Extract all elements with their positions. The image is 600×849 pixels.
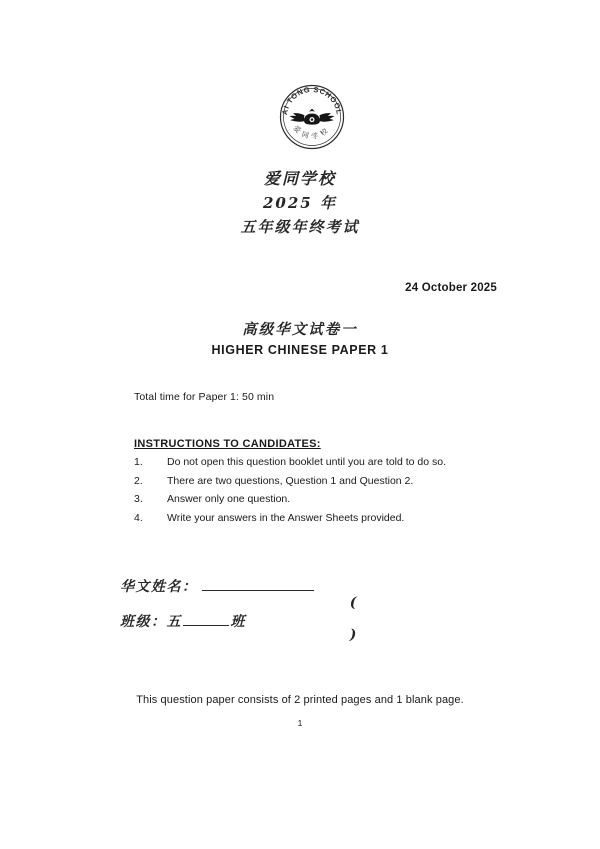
- list-item: [134, 512, 474, 525]
- list-item-number: 1.: [134, 456, 143, 468]
- total-time-text: Total time for Paper 1: 50 min: [134, 391, 275, 403]
- chinese-name-input[interactable]: [202, 577, 314, 591]
- page-number: 1: [297, 718, 303, 728]
- list-item-text: Answer only one question.: [167, 493, 291, 505]
- exam-year-chinese: 2025 年: [263, 194, 337, 212]
- exam-header-block: [0, 166, 600, 240]
- class-field[interactable]: [120, 611, 245, 631]
- page-count-note: This question paper consists of 2 printed pages and 1 blank page.: [136, 694, 464, 706]
- chinese-name-label: 华文姓名：: [120, 579, 198, 595]
- list-item-text: Do not open this question booklet until you are told to do so.: [167, 456, 447, 468]
- list-item: [134, 456, 474, 469]
- exam-title-chinese: 五年级年终考试: [240, 218, 360, 236]
- paper-title-chinese: 高级华文试卷一: [242, 321, 358, 338]
- class-input[interactable]: [183, 614, 229, 626]
- list-item: [134, 493, 474, 506]
- list-item-number: 3.: [134, 493, 143, 505]
- class-prefix: 五: [166, 614, 181, 630]
- list-item-number: 4.: [134, 511, 143, 524]
- list-item-text: There are two questions, Question 1 and Question 2.: [167, 474, 414, 487]
- paper-title-english: HIGHER CHINESE PAPER 1: [211, 343, 389, 357]
- paren-open: (: [349, 595, 358, 611]
- class-label: 班级：: [120, 614, 167, 630]
- school-seal-icon: [276, 81, 348, 153]
- paren-close: ): [349, 627, 358, 643]
- instructions-list: [134, 456, 474, 530]
- instructions-heading: INSTRUCTIONS TO CANDIDATES:: [134, 438, 321, 450]
- class-suffix: 班: [230, 614, 245, 630]
- list-item: [134, 475, 474, 488]
- exam-date: 24 October 2025: [405, 282, 497, 294]
- school-name-chinese: 爱同学校: [263, 169, 336, 188]
- svg-text:爱同学校: 爱同学校: [291, 124, 333, 142]
- paper-title-block: [0, 318, 600, 357]
- svg-text:AI TONG SCHOOL: AI TONG SCHOOL: [280, 84, 344, 116]
- index-number-input[interactable]: [315, 579, 374, 659]
- list-item-number: 2.: [134, 474, 143, 487]
- list-item-text: Write your answers in the Answer Sheets provided.: [167, 511, 405, 524]
